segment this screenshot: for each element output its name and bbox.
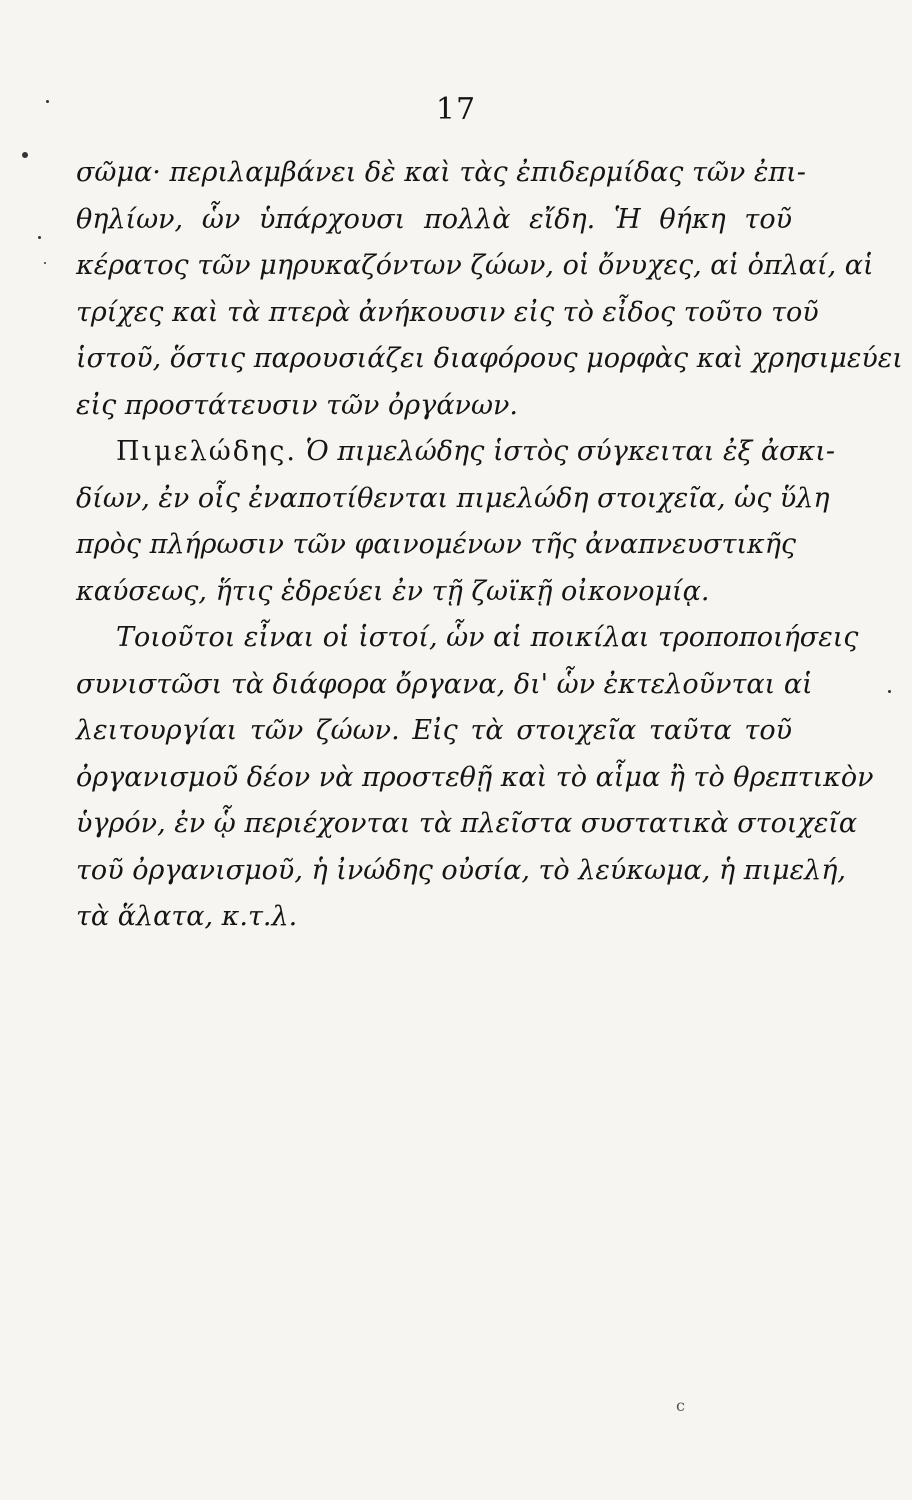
text-line bbox=[76, 615, 859, 662]
text-line bbox=[76, 476, 830, 523]
scan-speck bbox=[44, 262, 46, 264]
text-line bbox=[76, 290, 819, 337]
text-span: κέρατος τῶν μηρυκαζόντων ζώων, οἱ ὄνυχες, αἱ ὁπλαί, αἱ bbox=[76, 250, 874, 281]
body-text bbox=[76, 150, 903, 941]
scan-speck bbox=[46, 100, 49, 103]
text-span: τοῦ ὀργανισμοῦ, ἡ ἰνώδης οὐσία, τὸ λεύκωμα, ἡ πιμελή, bbox=[76, 854, 846, 886]
text-span: ἱστοῦ, ὅστις παρουσιάζει διαφόρους μορφὰς καὶ χρησιμεύει bbox=[76, 343, 903, 374]
text-line bbox=[76, 894, 792, 941]
text-line bbox=[76, 708, 792, 755]
text-span: δίων, ἐν οἷς ἐναποτίθενται πιμελώδη στοιχεῖα, ὡς ὕλη bbox=[76, 482, 830, 514]
text-span: Τοιοῦτοι εἶναι οἱ ἱστοί, ὧν αἱ ποικίλαι τροποποιήσεις bbox=[116, 622, 859, 653]
scan-speck bbox=[38, 236, 41, 239]
stray-mark: c bbox=[676, 1396, 685, 1415]
text-span: συνιστῶσι τὰ διάφορα ὄργανα, δι' ὧν ἐκτελοῦνται αἱ bbox=[76, 668, 813, 700]
text-line bbox=[76, 569, 792, 616]
text-line bbox=[76, 197, 792, 244]
text-span: ὑγρόν, ἐν ᾧ περιέχονται τὰ πλεῖστα συστατικὰ στοιχεῖα bbox=[76, 808, 858, 839]
text-span: τρίχες καὶ τὰ πτερὰ ἀνήκουσιν εἰς τὸ εἶδος τοῦτο τοῦ bbox=[76, 296, 819, 328]
text-line bbox=[76, 522, 797, 569]
text-line bbox=[76, 336, 903, 383]
scan-speck bbox=[888, 690, 891, 693]
text-span: λειτουργίαι τῶν ζώων. Εἰς τὰ στοιχεῖα ταῦτα τοῦ bbox=[76, 715, 792, 746]
text-line bbox=[76, 243, 874, 290]
text-span: τὰ ἅλατα, κ.τ.λ. bbox=[76, 901, 298, 932]
text-span: πρὸς πλήρωσιν τῶν φαινομένων τῆς ἀναπνευστικῆς bbox=[76, 529, 797, 560]
text-span: ὀργανισμοῦ δέον νὰ προστεθῇ καὶ τὸ αἷμα ἢ τὸ θρεπτικὸν bbox=[76, 761, 874, 793]
text-line bbox=[76, 662, 813, 709]
text-line bbox=[76, 429, 835, 476]
text-span: σῶμα· περιλαμβάνει δὲ καὶ τὰς ἐπιδερμίδας τῶν ἐπι- bbox=[76, 157, 806, 188]
text-line bbox=[76, 755, 874, 802]
section-heading: Πιμελώδης. bbox=[116, 436, 297, 467]
text-span: εἰς προστάτευσιν τῶν ὀργάνων. bbox=[76, 389, 518, 421]
paragraph bbox=[76, 429, 835, 615]
text-line bbox=[76, 150, 806, 197]
text-span: καύσεως, ἥτις ἑδρεύει ἐν τῇ ζωϊκῇ οἰκονομίᾳ. bbox=[76, 575, 710, 607]
text-span: θηλίων, ὧν ὑπάρχουσι πολλὰ εἴδη. Ἡ θήκη τοῦ bbox=[76, 203, 792, 235]
text-line bbox=[76, 383, 792, 430]
paragraph bbox=[76, 150, 903, 429]
page-number: 17 bbox=[435, 92, 477, 127]
text-line bbox=[76, 801, 858, 848]
scan-speck bbox=[22, 152, 28, 158]
text-span: Ὁ πιμελώδης ἱστὸς σύγκειται ἐξ ἀσκι- bbox=[296, 436, 835, 467]
text-line bbox=[76, 848, 846, 895]
paragraph bbox=[76, 615, 874, 941]
